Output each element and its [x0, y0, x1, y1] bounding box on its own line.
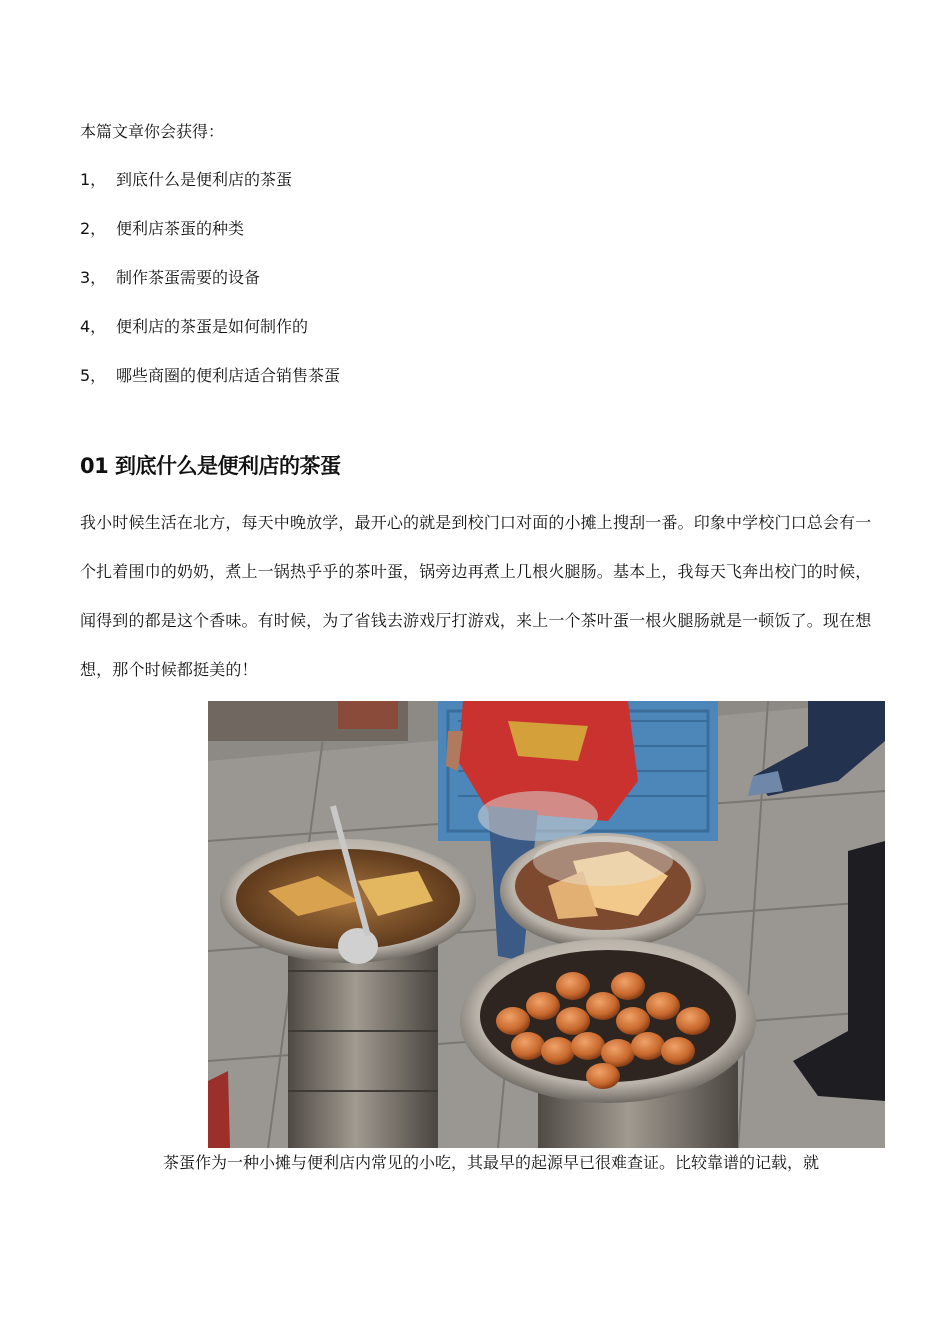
toc-number: 2，: [80, 219, 107, 238]
toc-number: 5，: [80, 366, 107, 385]
toc-item: [80, 268, 340, 317]
toc-number: 1，: [80, 170, 107, 189]
toc-number: 3，: [80, 268, 107, 287]
toc-text: 制作茶蛋需要的设备: [116, 268, 261, 287]
section-heading: 01 到底什么是便利店的茶蛋: [80, 454, 341, 478]
intro-text: 本篇文章你会获得：: [80, 122, 225, 141]
toc-text: 便利店茶蛋的种类: [116, 219, 245, 238]
toc-number: 4，: [80, 317, 107, 336]
photo-caption: 茶蛋作为一种小摊与便利店内常见的小吃，其最早的起源早已很难查证。比较靠谱的记载，就: [163, 1153, 820, 1172]
toc-text: 哪些商圈的便利店适合销售茶蛋: [116, 366, 341, 385]
tea-egg-stall-photo: [208, 701, 885, 1148]
toc-item: [80, 170, 340, 219]
toc-item: [80, 317, 340, 366]
toc-item: [80, 219, 340, 268]
section-paragraph: 我小时候生活在北方，每天中晚放学，最开心的就是到校门口对面的小摊上搜刮一番。印象中学校门口总会有一个扎着围巾的奶奶，煮上一锅热乎乎的茶叶蛋，锅旁边再煮上几根火腿肠。基本上，我每天飞奔出校门的时候，闻得到的都是这个香味。有时候，为了省钱去游戏厅打游戏，来上一个茶叶蛋一根火腿肠就是一顿饭了。现在想想，那个时候都挺美的！: [80, 513, 872, 679]
table-of-contents: [80, 170, 340, 415]
toc-item: [80, 366, 340, 415]
toc-text: 便利店的茶蛋是如何制作的: [116, 317, 309, 336]
toc-text: 到底什么是便利店的茶蛋: [116, 170, 293, 189]
